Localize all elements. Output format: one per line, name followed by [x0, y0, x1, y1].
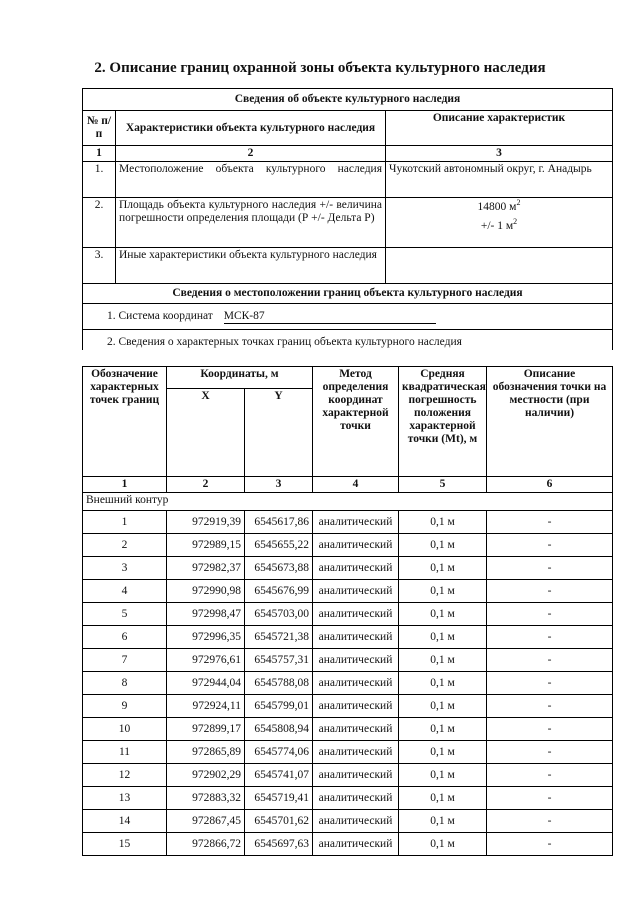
point-number: 3	[83, 557, 167, 580]
point-number: 2	[83, 534, 167, 557]
index-cell: 6	[487, 477, 613, 493]
coord-y: 6545808,94	[245, 718, 313, 741]
coord-x: 972996,35	[167, 626, 245, 649]
method: аналитический	[313, 764, 399, 787]
method: аналитический	[313, 557, 399, 580]
index-cell: 5	[399, 477, 487, 493]
area-value: 14800 м	[477, 201, 517, 213]
col-number-header: № п/п	[83, 111, 116, 146]
accuracy: 0,1 м	[399, 672, 487, 695]
point-description: -	[487, 787, 613, 810]
table-row	[83, 534, 613, 557]
coord-x: 972944,04	[167, 672, 245, 695]
delta-unit-sup: 2	[513, 217, 518, 227]
point-description: -	[487, 672, 613, 695]
method: аналитический	[313, 672, 399, 695]
header-method: Метод определения координат характерной точки	[313, 367, 399, 477]
col-characteristic-header: Характеристики объекта культурного наследия	[116, 111, 386, 146]
contour-label: Внешний контур	[83, 493, 613, 511]
header-y: Y	[245, 389, 313, 477]
points-table	[82, 366, 613, 856]
table-row	[83, 626, 613, 649]
accuracy: 0,1 м	[399, 741, 487, 764]
accuracy: 0,1 м	[399, 534, 487, 557]
index-cell: 4	[313, 477, 399, 493]
coord-x: 972990,98	[167, 580, 245, 603]
index-cell: 3	[386, 146, 613, 162]
coord-y: 6545788,08	[245, 672, 313, 695]
coord-x: 972866,72	[167, 833, 245, 856]
table-row	[83, 511, 613, 534]
accuracy: 0,1 м	[399, 764, 487, 787]
point-description: -	[487, 810, 613, 833]
table-row	[83, 162, 613, 198]
coord-x: 972989,15	[167, 534, 245, 557]
coord-y: 6545757,31	[245, 649, 313, 672]
table-row	[83, 787, 613, 810]
point-description: -	[487, 626, 613, 649]
table-row	[83, 833, 613, 856]
point-number: 9	[83, 695, 167, 718]
point-description: -	[487, 833, 613, 856]
point-number: 4	[83, 580, 167, 603]
coord-y: 6545719,41	[245, 787, 313, 810]
header-description: Описание обозначения точки на местности (при наличии)	[487, 367, 613, 477]
method: аналитический	[313, 695, 399, 718]
point-description: -	[487, 741, 613, 764]
coord-x: 972924,11	[167, 695, 245, 718]
coord-y: 6545703,00	[245, 603, 313, 626]
point-number: 15	[83, 833, 167, 856]
section1-header: Сведения об объекте культурного наследия	[83, 89, 613, 111]
coord-y: 6545697,63	[245, 833, 313, 856]
point-description: -	[487, 580, 613, 603]
point-number: 12	[83, 764, 167, 787]
coord-x: 972919,39	[167, 511, 245, 534]
table-row	[83, 810, 613, 833]
accuracy: 0,1 м	[399, 557, 487, 580]
point-number: 6	[83, 626, 167, 649]
table-row	[83, 603, 613, 626]
method: аналитический	[313, 511, 399, 534]
table-row	[83, 580, 613, 603]
point-description: -	[487, 534, 613, 557]
row-number: 1.	[83, 162, 116, 198]
header-coords: Координаты, м	[167, 367, 313, 389]
point-description: -	[487, 603, 613, 626]
row-number: 3.	[83, 248, 116, 284]
method: аналитический	[313, 649, 399, 672]
header-x: X	[167, 389, 245, 477]
coord-x: 972899,17	[167, 718, 245, 741]
accuracy: 0,1 м	[399, 580, 487, 603]
table-row	[83, 764, 613, 787]
point-number: 14	[83, 810, 167, 833]
accuracy: 0,1 м	[399, 626, 487, 649]
accuracy: 0,1 м	[399, 718, 487, 741]
row-label: Площадь объекта культурного наследия +/- величина погрешности определения площади (Р +/- Дельта Р)	[116, 198, 386, 248]
point-description: -	[487, 649, 613, 672]
coord-y: 6545655,22	[245, 534, 313, 557]
accuracy: 0,1 м	[399, 649, 487, 672]
coord-y: 6545617,86	[245, 511, 313, 534]
accuracy: 0,1 м	[399, 603, 487, 626]
row-number: 2.	[83, 198, 116, 248]
point-description: -	[487, 511, 613, 534]
coord-y: 6545721,38	[245, 626, 313, 649]
coord-y: 6545799,01	[245, 695, 313, 718]
point-number: 11	[83, 741, 167, 764]
coord-x: 972865,89	[167, 741, 245, 764]
col-description-header: Описание характеристик	[386, 111, 613, 146]
table-row	[83, 718, 613, 741]
point-description: -	[487, 695, 613, 718]
row-value	[386, 248, 613, 284]
method: аналитический	[313, 534, 399, 557]
object-info-table	[82, 88, 613, 350]
coord-y: 6545701,62	[245, 810, 313, 833]
coord-system-label: 1. Система координат	[107, 309, 213, 322]
accuracy: 0,1 м	[399, 810, 487, 833]
method: аналитический	[313, 718, 399, 741]
point-number: 8	[83, 672, 167, 695]
point-number: 7	[83, 649, 167, 672]
method: аналитический	[313, 741, 399, 764]
point-description: -	[487, 718, 613, 741]
points-label: 2. Сведения о характерных точках границ объекта культурного наследия	[83, 330, 613, 350]
index-cell: 1	[83, 146, 116, 162]
coord-y: 6545774,06	[245, 741, 313, 764]
coord-x: 972902,29	[167, 764, 245, 787]
table-row	[83, 672, 613, 695]
accuracy: 0,1 м	[399, 511, 487, 534]
table-row	[83, 741, 613, 764]
row-label: Местоположение объекта культурного наследия	[116, 162, 386, 198]
coord-system-value: МСК-87	[224, 310, 436, 324]
method: аналитический	[313, 626, 399, 649]
accuracy: 0,1 м	[399, 787, 487, 810]
point-number: 10	[83, 718, 167, 741]
table-row	[83, 198, 613, 248]
method: аналитический	[313, 810, 399, 833]
index-cell: 2	[167, 477, 245, 493]
table-row	[83, 695, 613, 718]
point-description: -	[487, 557, 613, 580]
table-row	[83, 248, 613, 284]
section2-header: Сведения о местоположении границ объекта культурного наследия	[83, 284, 613, 304]
coord-x: 972867,45	[167, 810, 245, 833]
accuracy: 0,1 м	[399, 695, 487, 718]
area-delta: +/- 1 м	[480, 220, 514, 232]
method: аналитический	[313, 833, 399, 856]
point-number: 1	[83, 511, 167, 534]
point-number: 13	[83, 787, 167, 810]
row-value: Чукотский автономный округ, г. Анадырь	[386, 162, 613, 198]
table-row	[83, 557, 613, 580]
table-row	[83, 649, 613, 672]
index-cell: 1	[83, 477, 167, 493]
header-point: Обозначение характерных точек границ	[83, 367, 167, 477]
page-title: 2. Описание границ охранной зоны объекта культурного наследия	[94, 60, 546, 76]
coord-y: 6545741,07	[245, 764, 313, 787]
coord-x: 972998,47	[167, 603, 245, 626]
point-number: 5	[83, 603, 167, 626]
accuracy: 0,1 м	[399, 833, 487, 856]
coord-y: 6545676,99	[245, 580, 313, 603]
coord-x: 972982,37	[167, 557, 245, 580]
area-unit-sup: 2	[516, 198, 521, 208]
index-cell: 2	[116, 146, 386, 162]
coord-x: 972976,61	[167, 649, 245, 672]
index-cell: 3	[245, 477, 313, 493]
header-accuracy: Средняя квадратическая погрешность положения характерной точки (Mt), м	[399, 367, 487, 477]
method: аналитический	[313, 787, 399, 810]
coord-y: 6545673,88	[245, 557, 313, 580]
method: аналитический	[313, 580, 399, 603]
method: аналитический	[313, 603, 399, 626]
area-value-cell	[386, 198, 613, 248]
coord-x: 972883,32	[167, 787, 245, 810]
row-label: Иные характеристики объекта культурного наследия	[116, 248, 386, 284]
point-description: -	[487, 764, 613, 787]
